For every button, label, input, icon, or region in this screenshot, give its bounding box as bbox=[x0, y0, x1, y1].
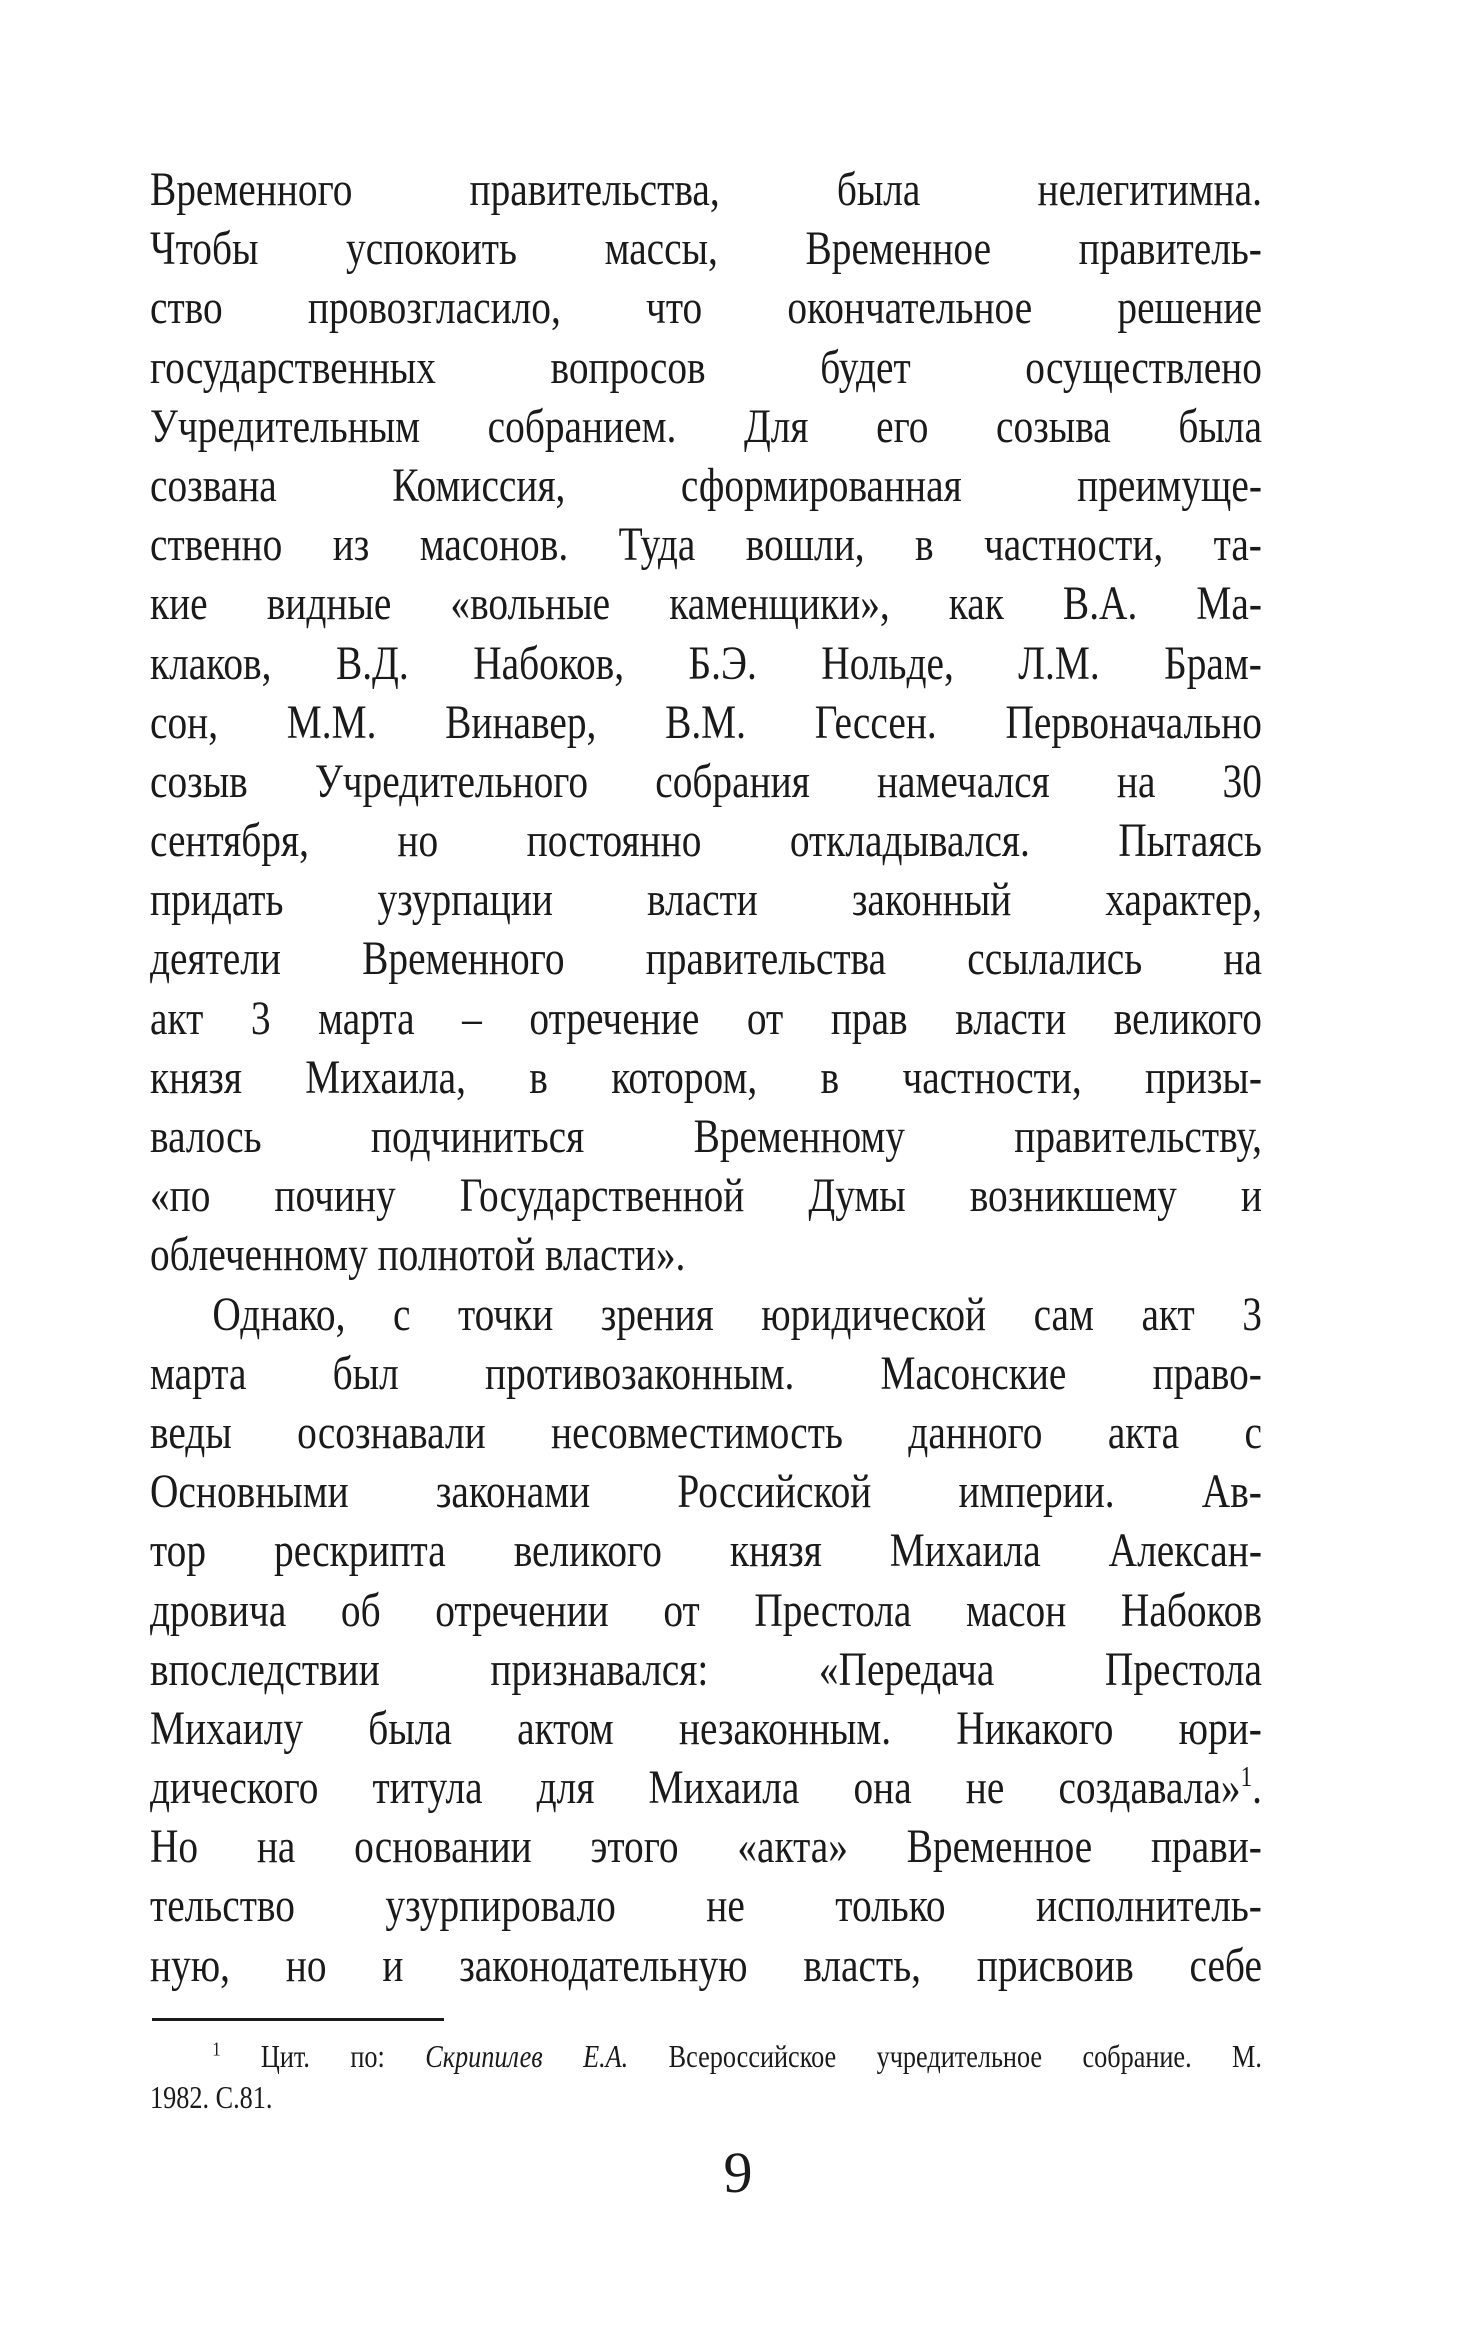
text-line-content bbox=[150, 1936, 1262, 1995]
footnote-prefix: Цит. по: bbox=[220, 2038, 426, 2074]
text-line-content bbox=[150, 693, 1262, 752]
text-line-text: облеченному полнотой власти». bbox=[150, 1228, 686, 1282]
text-line-text: клаков, В.Д. Набоков, Б.Э. Нольде, Л.М. Брам- bbox=[150, 636, 1262, 690]
text-line-text: Учредительным собранием. Для его созыва была bbox=[150, 399, 1262, 453]
text-line-text: ственно из масонов. Туда вошли, в частности, та- bbox=[150, 518, 1262, 572]
text-line bbox=[150, 752, 1262, 811]
text-line-content bbox=[150, 1107, 1262, 1166]
text-line bbox=[150, 1225, 1262, 1284]
text-line bbox=[150, 1285, 1262, 1344]
text-line-content bbox=[150, 1403, 1262, 1462]
text-line-text: Но на основании этого «акта» Временное прави- bbox=[150, 1820, 1262, 1874]
text-line bbox=[150, 338, 1262, 397]
text-line bbox=[150, 1581, 1262, 1640]
footnote-line: 1982. С.81. bbox=[150, 2079, 273, 2115]
text-line-text: деятели Временного правительства ссылались на bbox=[150, 932, 1262, 986]
text-line-text: «по почину Государственной Думы возникшему и bbox=[150, 1169, 1262, 1223]
text-line-content bbox=[150, 752, 1262, 811]
text-line bbox=[150, 811, 1262, 870]
text-line-content bbox=[150, 1876, 1262, 1935]
text-line bbox=[150, 574, 1262, 633]
text-line-after: . bbox=[1252, 1761, 1262, 1815]
text-line-content bbox=[150, 338, 1262, 397]
text-line-content bbox=[150, 1462, 1262, 1521]
text-line-content bbox=[150, 870, 1262, 929]
text-line-content bbox=[150, 634, 1262, 693]
text-line bbox=[150, 870, 1262, 929]
text-line-content bbox=[150, 1699, 1262, 1758]
footnote-line bbox=[150, 2036, 1262, 2077]
text-line-text: тор рескрипта великого князя Михаила Алексан- bbox=[150, 1524, 1262, 1578]
text-line-text: дровича об отречении от Престола масон Набоков bbox=[150, 1583, 1262, 1637]
footnote-reference: 1 bbox=[1240, 1762, 1253, 1794]
text-line-content bbox=[150, 929, 1262, 988]
text-line bbox=[150, 1107, 1262, 1166]
text-line bbox=[150, 634, 1262, 693]
text-line bbox=[150, 1817, 1262, 1876]
text-line-text: кие видные «вольные каменщики», как В.А. Ма- bbox=[150, 577, 1262, 631]
text-line bbox=[150, 1344, 1262, 1403]
footnote-separator bbox=[152, 2018, 444, 2021]
text-line-text: Временного правительства, была нелегитимна. bbox=[150, 163, 1262, 216]
text-line-text: Основными законами Российской империи. Ав- bbox=[150, 1465, 1262, 1519]
body-text bbox=[150, 160, 1262, 1995]
text-line-content bbox=[150, 1166, 1262, 1225]
text-line bbox=[150, 1403, 1262, 1462]
text-line-content bbox=[150, 515, 1262, 574]
text-line-text: тельство узурпировало не только исполнитель- bbox=[150, 1879, 1262, 1933]
text-line bbox=[150, 515, 1262, 574]
text-line-content bbox=[150, 219, 1262, 278]
text-line-text: марта был противозаконным. Масонские право- bbox=[150, 1346, 1262, 1400]
text-line-text: князя Михаила, в котором, в частности, призы- bbox=[150, 1050, 1262, 1104]
text-line-text: придать узурпации власти законный характер, bbox=[150, 873, 1262, 927]
text-line-text: валось подчиниться Временному правительству, bbox=[150, 1110, 1262, 1163]
text-line bbox=[150, 1166, 1262, 1225]
text-line-text: ную, но и законодательную власть, присвоив себе bbox=[150, 1938, 1262, 1992]
text-line-text: акт 3 марта – отречение от прав власти великого bbox=[150, 991, 1262, 1045]
text-line-text: созвана Комиссия, сформированная преимуще- bbox=[150, 458, 1262, 512]
text-line-text: ство провозгласило, что окончательное решение bbox=[150, 281, 1262, 335]
text-line bbox=[150, 929, 1262, 988]
text-line bbox=[150, 1758, 1262, 1817]
text-line-content bbox=[150, 1581, 1262, 1640]
footnote-marker: 1 bbox=[212, 2038, 221, 2061]
text-line-content bbox=[150, 574, 1262, 633]
text-line-content bbox=[150, 456, 1262, 515]
text-line bbox=[150, 1048, 1262, 1107]
text-line bbox=[150, 278, 1262, 337]
text-line bbox=[150, 456, 1262, 515]
text-line-text: сон, М.М. Винавер, В.М. Гессен. Первоначально bbox=[150, 695, 1262, 749]
text-line-text: впоследствии признавался: «Передача Престола bbox=[150, 1642, 1262, 1696]
text-line-content bbox=[150, 1285, 1262, 1344]
text-line-text: Чтобы успокоить массы, Временное правитель- bbox=[150, 222, 1262, 276]
text-line-content bbox=[150, 1817, 1262, 1876]
text-line-content bbox=[150, 1640, 1262, 1699]
text-line bbox=[150, 1521, 1262, 1580]
footnote-author: Скрипилев Е.А. bbox=[425, 2038, 629, 2074]
text-line-content bbox=[150, 811, 1262, 870]
text-line-content bbox=[150, 278, 1262, 337]
text-line bbox=[150, 1876, 1262, 1935]
text-line-text: веды осознавали несовместимость данного акта с bbox=[150, 1405, 1262, 1459]
text-line bbox=[150, 989, 1262, 1048]
text-line-text: государственных вопросов будет осуществлено bbox=[150, 340, 1262, 394]
text-line-content bbox=[150, 1048, 1262, 1107]
footnote-title: Всероссийское учредительное собрание. М. bbox=[628, 2038, 1262, 2074]
text-line-text: дического титула для Михаила она не создавала» bbox=[150, 1761, 1241, 1815]
page-number: 9 bbox=[723, 2140, 753, 2205]
text-line bbox=[150, 1936, 1262, 1995]
footnote bbox=[150, 2036, 1262, 2118]
text-line-content bbox=[150, 1344, 1262, 1403]
text-line bbox=[150, 693, 1262, 752]
text-line bbox=[150, 1640, 1262, 1699]
text-line-content bbox=[150, 160, 1262, 219]
text-line bbox=[150, 1462, 1262, 1521]
text-line bbox=[150, 160, 1262, 219]
text-line-content bbox=[150, 1758, 1262, 1817]
text-line bbox=[150, 397, 1262, 456]
text-line bbox=[150, 1699, 1262, 1758]
text-line-content bbox=[150, 989, 1262, 1048]
text-line-text: Михаилу была актом незаконным. Никакого юри- bbox=[150, 1701, 1262, 1755]
text-line-content bbox=[150, 397, 1262, 456]
text-line-content bbox=[150, 1225, 1262, 1284]
text-line-text: Однако, с точки зрения юридической сам акт 3 bbox=[212, 1287, 1262, 1341]
text-line bbox=[150, 219, 1262, 278]
text-line-content bbox=[150, 1521, 1262, 1580]
text-line-text: созыв Учредительного собрания намечался на 30 bbox=[150, 754, 1262, 808]
text-line-text: сентября, но постоянно откладывался. Пытаясь bbox=[150, 814, 1262, 868]
